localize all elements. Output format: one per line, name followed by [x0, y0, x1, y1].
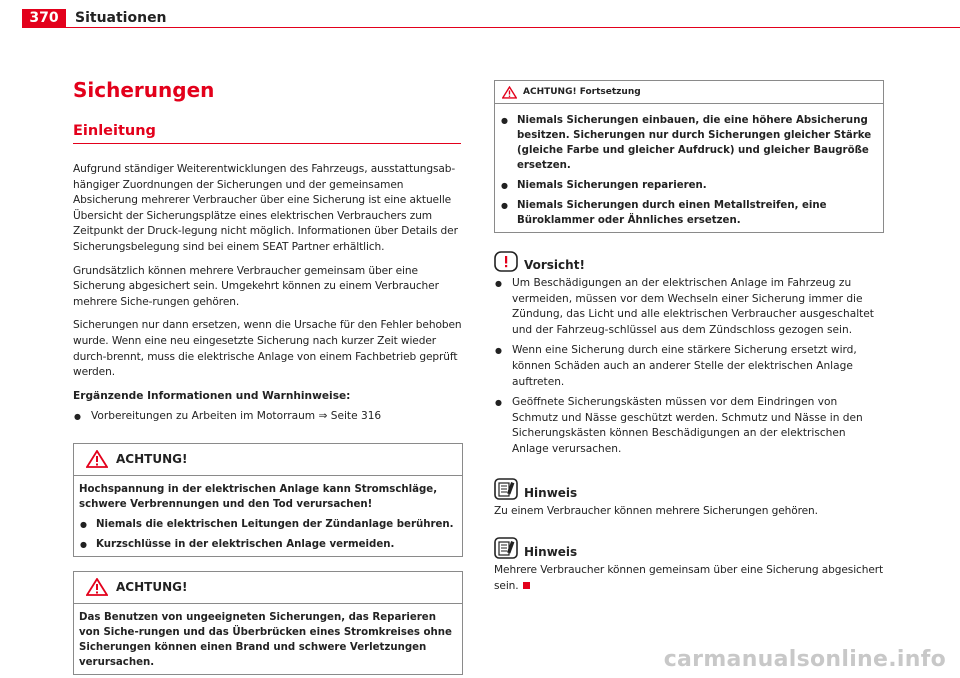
- warning-box: [73, 571, 463, 675]
- caution-header: [494, 251, 884, 272]
- section-subtitle: Einleitung: [73, 122, 461, 144]
- caution-title: Vorsicht!: [524, 258, 585, 272]
- warning-triangle-icon: [502, 86, 517, 99]
- warning-bullet: ● Niemals Sicherungen durch einen Metallstreifen, eine Büroklammer oder Ähnliches ersetzen.: [500, 198, 877, 228]
- page-header: [0, 0, 960, 28]
- note-header: [494, 537, 884, 559]
- caution-bullet: ● Geöffnete Sicherungskästen müssen vor dem Eindringen von Schmutz und Nässe geschützt werden. Schmutz und Nässe in den Sicherungskästen können Beschädigungen an der elektrischen Anlage verursachen.: [494, 395, 884, 457]
- warning-continued-title: ACHTUNG! Fortsetzung: [523, 87, 641, 97]
- warning-header: [74, 444, 462, 476]
- warning-bullet: ● Niemals die elektrischen Leitungen der Zündanlage berühren.: [79, 517, 456, 532]
- warning-bullet: ● Kurzschlüsse in der elektrischen Anlage vermeiden.: [79, 537, 456, 552]
- warning-continued-body: [495, 104, 883, 232]
- info-note-icon: [494, 537, 518, 559]
- warning-triangle-icon: [86, 578, 108, 596]
- warning-body: [74, 604, 462, 674]
- note-text-content: Mehrere Verbraucher können gemeinsam über eine Sicherung abgesichert sein.: [494, 564, 884, 592]
- caution-badge-icon: [494, 251, 518, 272]
- warning-intro: Das Benutzen von ungeeigneten Sicherungen, das Reparieren von Siche-rungen und das Überbrücken eines Stromkreises ohne Sicherungen können einen Brand und schwere Verletzungen verursachen.: [79, 611, 452, 668]
- end-of-section-marker: [523, 582, 530, 589]
- warning-box: [73, 443, 463, 557]
- warning-bullet: ● Niemals Sicherungen einbauen, die eine höhere Absicherung besitzen. Sicherungen nur durch Sicherungen gleicher Stärke (gleiche Farbe und gleicher Aufdruck) und gleicher Baugröße ersetzen.: [500, 113, 877, 173]
- chapter-title: Situationen: [75, 10, 167, 26]
- note-title: Hinweis: [524, 545, 578, 560]
- right-column: [494, 80, 884, 594]
- note-header: [494, 478, 884, 500]
- warning-triangle-icon: [86, 450, 108, 468]
- warning-header: [74, 572, 462, 604]
- paragraph: Grundsätzlich können mehrere Verbraucher gemeinsam über eine Sicherung abgesichert sein. Umgekehrt können zu einem Verbraucher mehrere Siche-rungen gehören.: [73, 264, 439, 308]
- note-title: Hinweis: [524, 485, 578, 500]
- left-column: [73, 70, 463, 675]
- caution-bullet: ● Um Beschädigungen an der elektrischen Anlage im Fahrzeug zu vermeiden, müssen vor dem Wechseln einer Sicherung immer die Zündung, das Licht und alle elektrischen Verbraucher ausgeschaltet und der Fahrzeug-schlüssel aus dem Zündschloss gezogen sein.: [494, 276, 884, 338]
- paragraph: Sicherungen nur dann ersetzen, wenn die Ursache für den Fehler behoben wurde. Wenn eine neu eingesetzte Sicherung nach kurzer Zeit wieder durch-brennt, muss die elektrische Anlage von einem Fachbetrieb geprüft werden.: [73, 319, 462, 379]
- warning-body: [74, 476, 462, 556]
- warning-title: ACHTUNG!: [116, 452, 188, 467]
- caution-bullet: ● Wenn eine Sicherung durch eine stärkere Sicherung ersetzt wird, können Schäden auch an anderer Stelle der elektrischen Anlage auftreten.: [494, 343, 884, 390]
- watermark-brand: carmanualsonline.info: [663, 647, 946, 672]
- warning-continued-box: [494, 80, 884, 233]
- note-text: Zu einem Verbraucher können mehrere Sicherungen gehören.: [494, 504, 818, 517]
- warning-intro: Hochspannung in der elektrischen Anlage kann Stromschläge, schwere Verbrennungen und den Tod verursachen!: [79, 483, 438, 510]
- warning-bullet: ● Niemals Sicherungen reparieren.: [500, 178, 877, 193]
- page-number: 370: [22, 9, 66, 28]
- header-divider: [22, 27, 960, 28]
- section-title: Sicherungen: [73, 78, 215, 102]
- warning-title: ACHTUNG!: [116, 580, 188, 595]
- cross-reference-item[interactable]: ● Vorbereitungen zu Arbeiten im Motorraum ⇒ Seite 316: [73, 409, 463, 425]
- extra-info-heading: Ergänzende Informationen und Warnhinweise:: [73, 389, 351, 402]
- info-note-icon: [494, 478, 518, 500]
- warning-continued-header: [495, 81, 883, 104]
- paragraph: Aufgrund ständiger Weiterentwicklungen des Fahrzeugs, ausstattungsab-hängiger Zuordnungen der Sicherungen und der gemeinsamen Absicherung mehrerer Verbraucher über eine Sicherung ist eine aktuelle Übersicht der Sicherungsplätze eines elektrischen Verbrauchers zum Zeitpunkt der Druck-legung nicht möglich. Informationen über Details der Sicherungsbelegung sind bei einem SEAT Partner erhältlich.: [73, 163, 458, 253]
- note-text: [494, 563, 884, 594]
